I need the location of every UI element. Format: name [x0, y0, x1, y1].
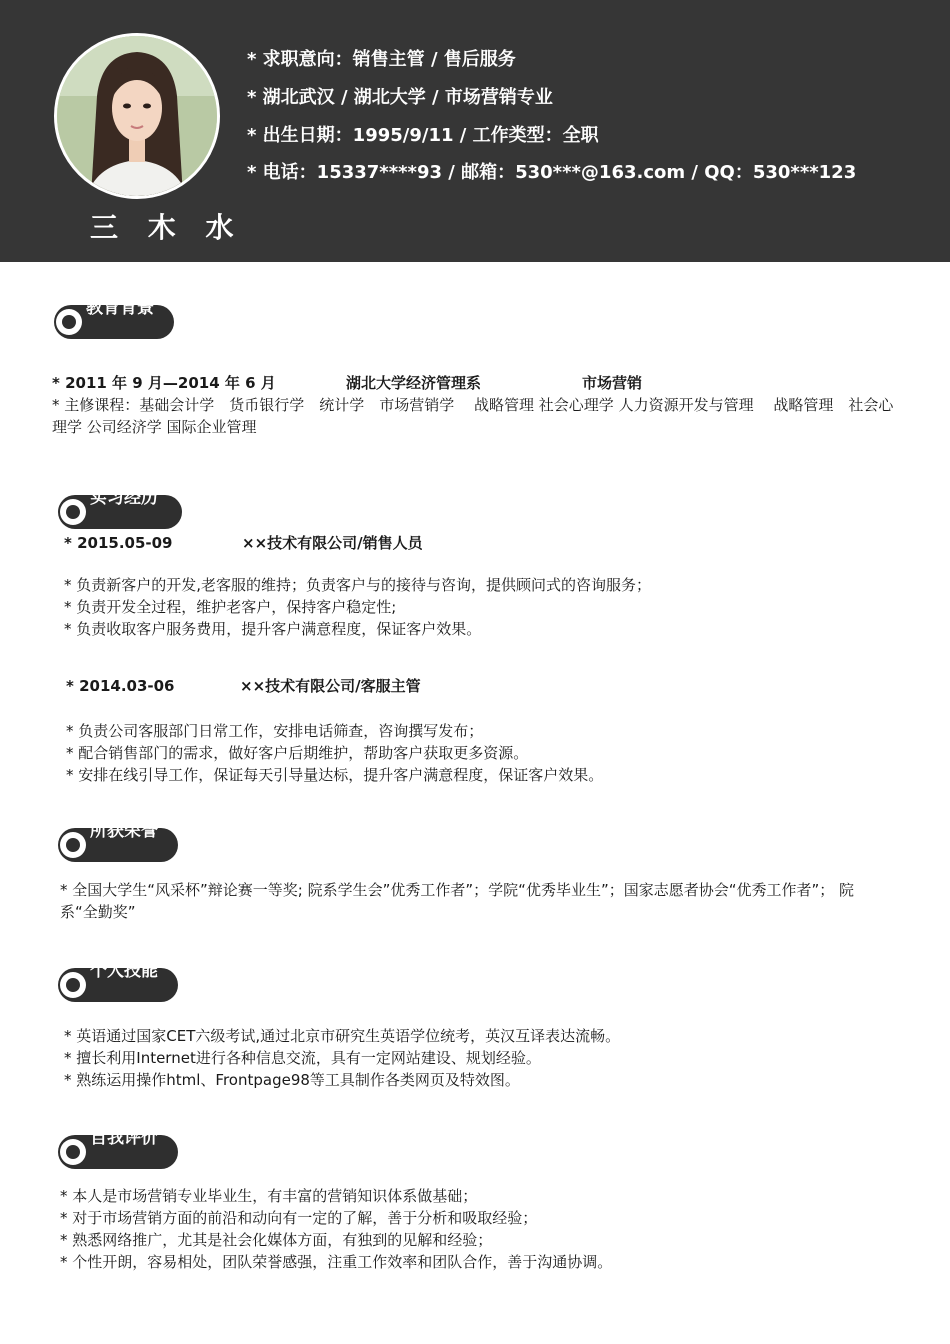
self-eval-item: * 对于市场营销方面的前沿和动向有一定的了解，善于分析和吸取经验； [60, 1209, 538, 1227]
profile-header [0, 0, 950, 262]
skill-item: * 英语通过国家CET六级考试,通过北京市研究生英语学位统考，英汉互译表达流畅。 [64, 1027, 621, 1045]
section-title: 自我评价 [90, 1128, 158, 1148]
job-duty: * 负责新客户的开发,老客服的维持；负责客户与的接待与咨询，提供顾问式的咨询服务； [64, 576, 652, 594]
section-education [54, 298, 174, 339]
job-date: * 2014.03-06 [66, 677, 175, 695]
self-eval-item: * 个性开朗，容易相处，团队荣誉感强，注重工作效率和团队合作，善于沟通协调。 [60, 1253, 613, 1271]
job-duty: * 负责开发全过程，维护老客户，保持客户稳定性; [64, 598, 397, 616]
section-title: 所获荣誉 [90, 821, 158, 841]
ring-icon [60, 832, 86, 858]
education-period: * 2011 年 9 月—2014 年 6 月 [52, 374, 276, 392]
job-company: ××技术有限公司/客服主管 [240, 677, 421, 695]
portrait-image [57, 36, 217, 196]
honors-text: * 全国大学生“风采杯”辩论赛一等奖; 院系学生会”优秀工作者”；学院“优秀毕业生”；国家志愿者协会“优秀工作者”； 院系“全勤奖” [60, 881, 855, 921]
job-duty: * 负责公司客服部门日常工作，安排电话筛查，咨询撰写发布； [66, 722, 484, 740]
education-school: 湖北大学经济管理系 [346, 374, 482, 392]
job-intention: * 求职意向：销售主管 / 售后服务 [247, 49, 516, 70]
job-date: * 2015.05-09 [64, 534, 173, 552]
ring-icon [60, 972, 86, 998]
candidate-name: 三 木 水 [90, 211, 244, 244]
section-title: 个人技能 [90, 961, 158, 981]
section-honors [58, 821, 178, 862]
skill-item: * 熟练运用操作html、Frontpage98等工具制作各类网页及特效图。 [64, 1071, 520, 1089]
job-duty: * 安排在线引导工作，保证每天引导量达标，提升客户满意程度，保证客户效果。 [66, 766, 604, 784]
self-eval-item: * 熟悉网络推广，尤其是社会化媒体方面，有独到的见解和经验； [60, 1231, 493, 1249]
ring-icon [56, 309, 82, 335]
birth-job-type: * 出生日期：1995/9/11 / 工作类型：全职 [247, 125, 599, 146]
job-duty: * 负责收取客户服务费用，提升客户满意程度，保证客户效果。 [64, 620, 482, 638]
education-major: 市场营销 [582, 374, 643, 392]
job-company: ××技术有限公司/销售人员 [242, 534, 423, 552]
skill-item: * 擅长利用Internet进行各种信息交流，具有一定网站建设、规划经验。 [64, 1049, 541, 1067]
education-courses: * 主修课程：基础会计学 货币银行学 统计学 市场营销学 战略管理 社会心理学 人力资源开发与管理 战略管理 社会心理学 公司经济学 国际企业管理 [52, 396, 894, 436]
self-eval-item: * 本人是市场营销专业毕业生，有丰富的营销知识体系做基础； [60, 1187, 478, 1205]
profile-photo [54, 33, 220, 199]
section-internship [58, 488, 182, 529]
location-school: * 湖北武汉 / 湖北大学 / 市场营销专业 [247, 87, 553, 108]
section-skills [58, 961, 178, 1002]
job-duty: * 配合销售部门的需求，做好客户后期维护，帮助客户获取更多资源。 [66, 744, 529, 762]
section-title: 实习经历 [90, 488, 158, 508]
ring-icon [60, 1139, 86, 1165]
contact-info: * 电话：15337****93 / 邮箱：530***@163.com / QQ：530***123 [247, 162, 857, 183]
ring-icon [60, 499, 86, 525]
section-title: 教育背景 [86, 298, 154, 318]
section-self-evaluation [58, 1128, 178, 1169]
